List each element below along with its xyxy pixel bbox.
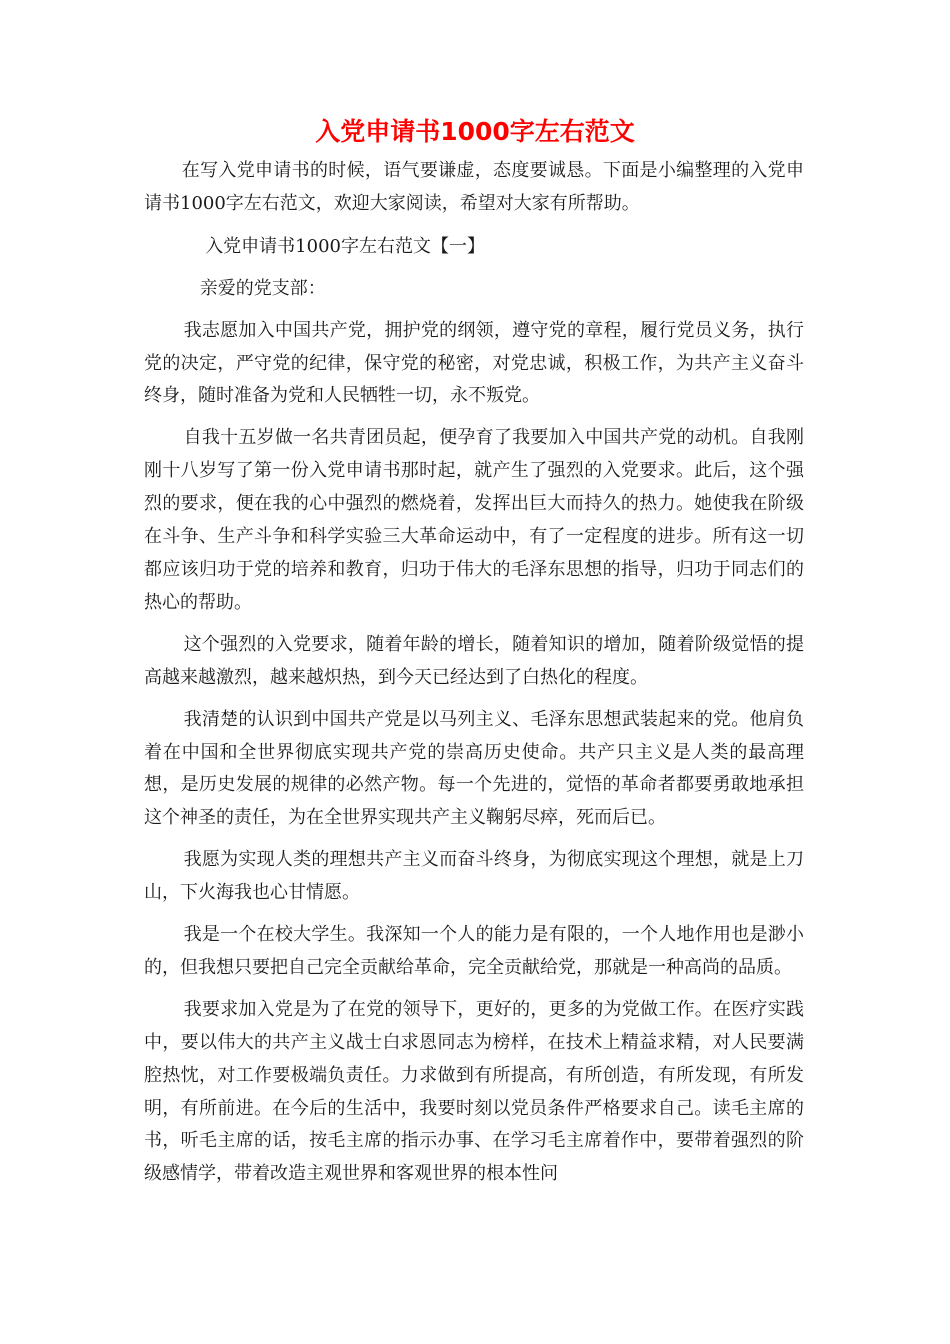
body-paragraph: 我清楚的认识到中国共产党是以马列主义、毛泽东思想武装起来的党。他肩负着在中国和全世界彻底实现共产党的崇高历史使命。共产只主义是人类的最高理想，是历史发展的规律的必然产物。每一个先进的，觉悟的革命者都要勇敢地承担这个神圣的责任，为在全世界实现共产主义鞠躬尽瘁，死而后已。 — [144, 708, 804, 829]
document-body — [144, 155, 804, 1200]
document-title: 入党申请书1000字左右范文 — [315, 117, 635, 146]
intro-paragraph: 在写入党申请书的时候，语气要谦虚，态度要诚恳。下面是小编整理的入党申请书1000字左右范文，欢迎大家阅读，希望对大家有所帮助。 — [144, 160, 804, 214]
body-paragraph: 这个强烈的入党要求，随着年龄的增长，随着知识的增加，随着阶级觉悟的提高越来越激烈，越来越炽热，到今天已经达到了白热化的程度。 — [144, 633, 804, 688]
salutation: 亲爱的党支部： — [199, 277, 326, 299]
body-paragraph: 我愿为实现人类的理想共产主义而奋斗终身，为彻底实现这个理想，就是上刀山，下火海我也心甘情愿。 — [144, 849, 804, 904]
body-paragraph: 我要求加入党是为了在党的领导下，更好的，更多的为党做工作。在医疗实践中，要以伟大的共产主义战士白求恩同志为榜样，在技术上精益求精，对人民要满腔热忱，对工作要极端负责任。力求做到有所提高，有所创造，有所发现，有所发明，有所前进。在今后的生活中，我要时刻以党员条件严格要求自己。读毛主席的书，听毛主席的话，按毛主席的指示办事、在学习毛主席着作中，要带着强烈的阶级感情学，带着改造主观世界和客观世界的根本性问 — [144, 998, 804, 1185]
body-paragraph: 我是一个在校大学生。我深知一个人的能力是有限的，一个人地作用也是渺小的，但我想只要把自己完全贡献给革命，完全贡献给党，那就是一种高尚的品质。 — [144, 924, 804, 978]
section-heading: 入党申请书1000字左右范文【一】 — [205, 235, 485, 257]
body-paragraph: 我志愿加入中国共产党，拥护党的纲领，遵守党的章程，履行党员义务，执行党的决定，严守党的纪律，保守党的秘密，对党忠诚，积极工作，为共产主义奋斗终身，随时准备为党和人民牺牲一切，永不叛党。 — [144, 319, 804, 407]
body-paragraph: 自我十五岁做一名共青团员起，便孕育了我要加入中国共产党的动机。自我刚刚十八岁写了第一份入党申请书那时起，就产生了强烈的入党要求。此后，这个强烈的要求，便在我的心中强烈的燃烧着，发挥出巨大而持久的热力。她使我在阶级在斗争、生产斗争和科学实验三大革命运动中，有了一定程度的进步。所有这一切都应该归功于党的培养和教育，归功于伟大的毛泽东思想的指导，归功于同志们的热心的帮助。 — [144, 427, 804, 613]
